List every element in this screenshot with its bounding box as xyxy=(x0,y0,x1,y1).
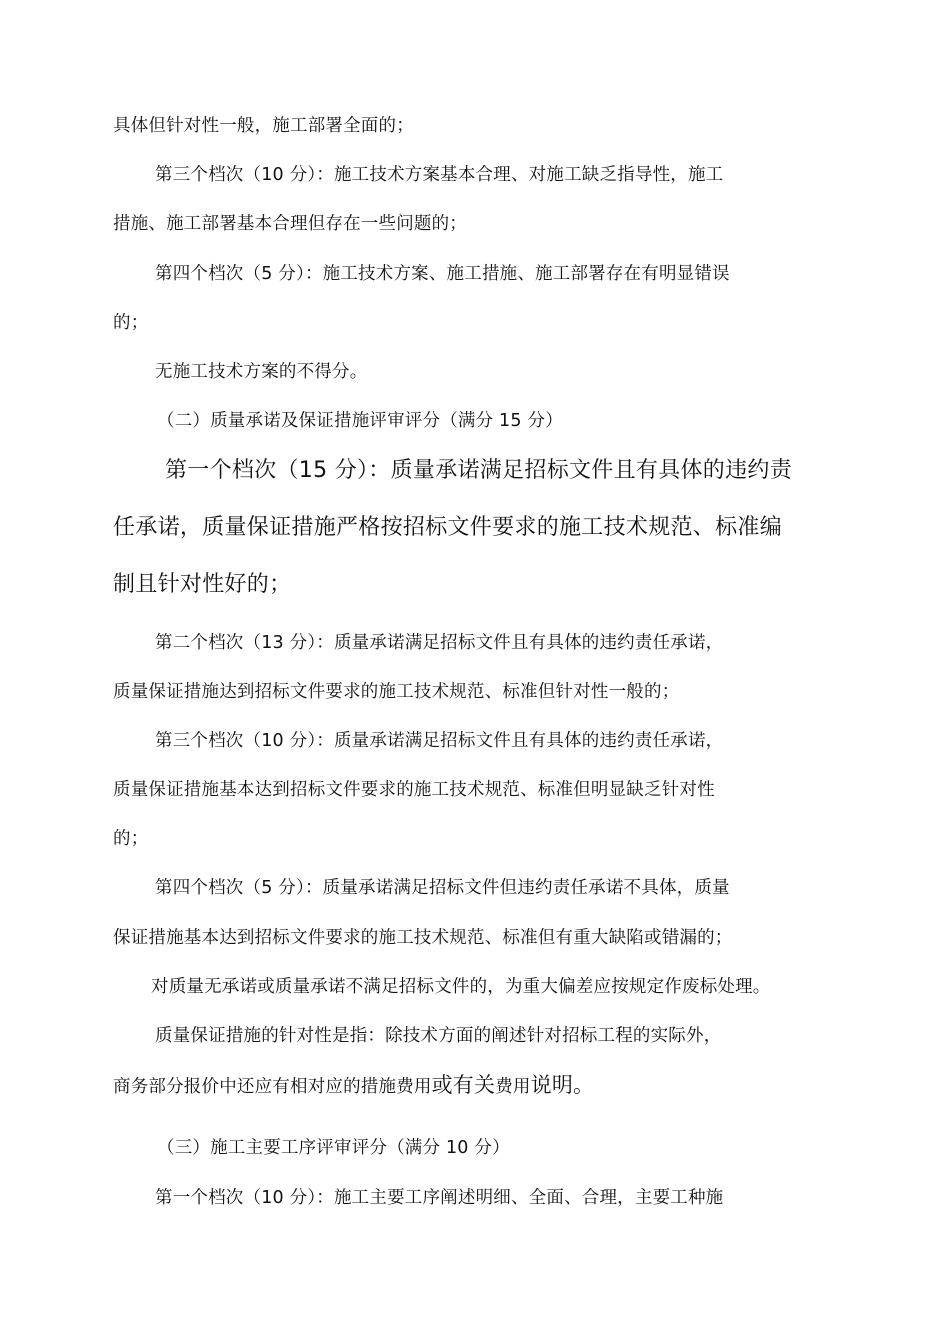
text-line: 质量保证措施达到招标文件要求的施工技术规范、标准但针对性一般的； xyxy=(113,682,680,702)
text-line: 第三个档次（10 分）：施工技术方案基本合理、对施工缺乏指导性，施工 xyxy=(155,165,724,185)
text-line: 第一个档次（10 分）：施工主要工序阐述明细、全面、合理，主要工种施 xyxy=(155,1188,724,1208)
text-segment: 商务部分报价中还应有相对应的措施费用 xyxy=(113,1077,432,1097)
text-line-mixed-size xyxy=(113,1073,594,1099)
section-heading: （三）施工主要工序评审评分（满分 10 分） xyxy=(157,1138,510,1158)
text-segment: 费用 xyxy=(495,1077,531,1097)
text-line: 质量保证措施基本达到招标文件要求的施工技术规范、标准但明显缺乏针对性 xyxy=(113,780,715,800)
text-line: 对质量无承诺或质量承诺不满足招标文件的，为重大偏差应按规定作废标处理。 xyxy=(151,977,771,997)
text-line: 制且针对性好的； xyxy=(113,572,292,597)
text-line: 第四个档次（5 分）：施工技术方案、施工措施、施工部署存在有明显错误 xyxy=(155,264,730,284)
text-line: 无施工技术方案的不得分。 xyxy=(155,362,368,382)
text-line: 的； xyxy=(113,313,149,333)
text-line: 第一个档次（15 分）：质量承诺满足招标文件且有具体的违约责 xyxy=(165,458,792,483)
text-line: 质量保证措施的针对性是指：除技术方面的阐述针对招标工程的实际外， xyxy=(155,1026,722,1046)
text-line: 措施、施工部署基本合理但存在一些问题的； xyxy=(113,214,467,234)
text-line: 具体但针对性一般，施工部署全面的； xyxy=(113,116,414,136)
text-line: 第四个档次（5 分）：质量承诺满足招标文件但违约责任承诺不具体，质量 xyxy=(155,878,730,898)
text-line: 任承诺，质量保证措施严格按招标文件要求的施工技术规范、标准编 xyxy=(113,515,783,540)
text-line: 保证措施基本达到招标文件要求的施工技术规范、标准但有重大缺陷或错漏的； xyxy=(113,928,733,948)
text-segment: 说明。 xyxy=(530,1073,595,1097)
text-line: 第二个档次（13 分）：质量承诺满足招标文件且有具体的违约责任承诺， xyxy=(155,633,724,653)
text-line: 第三个档次（10 分）：质量承诺满足招标文件且有具体的违约责任承诺， xyxy=(155,731,724,751)
text-line: 的； xyxy=(113,829,149,849)
text-segment: 或有关 xyxy=(431,1073,496,1097)
section-heading: （二）质量承诺及保证措施评审评分（满分 15 分） xyxy=(157,411,563,431)
